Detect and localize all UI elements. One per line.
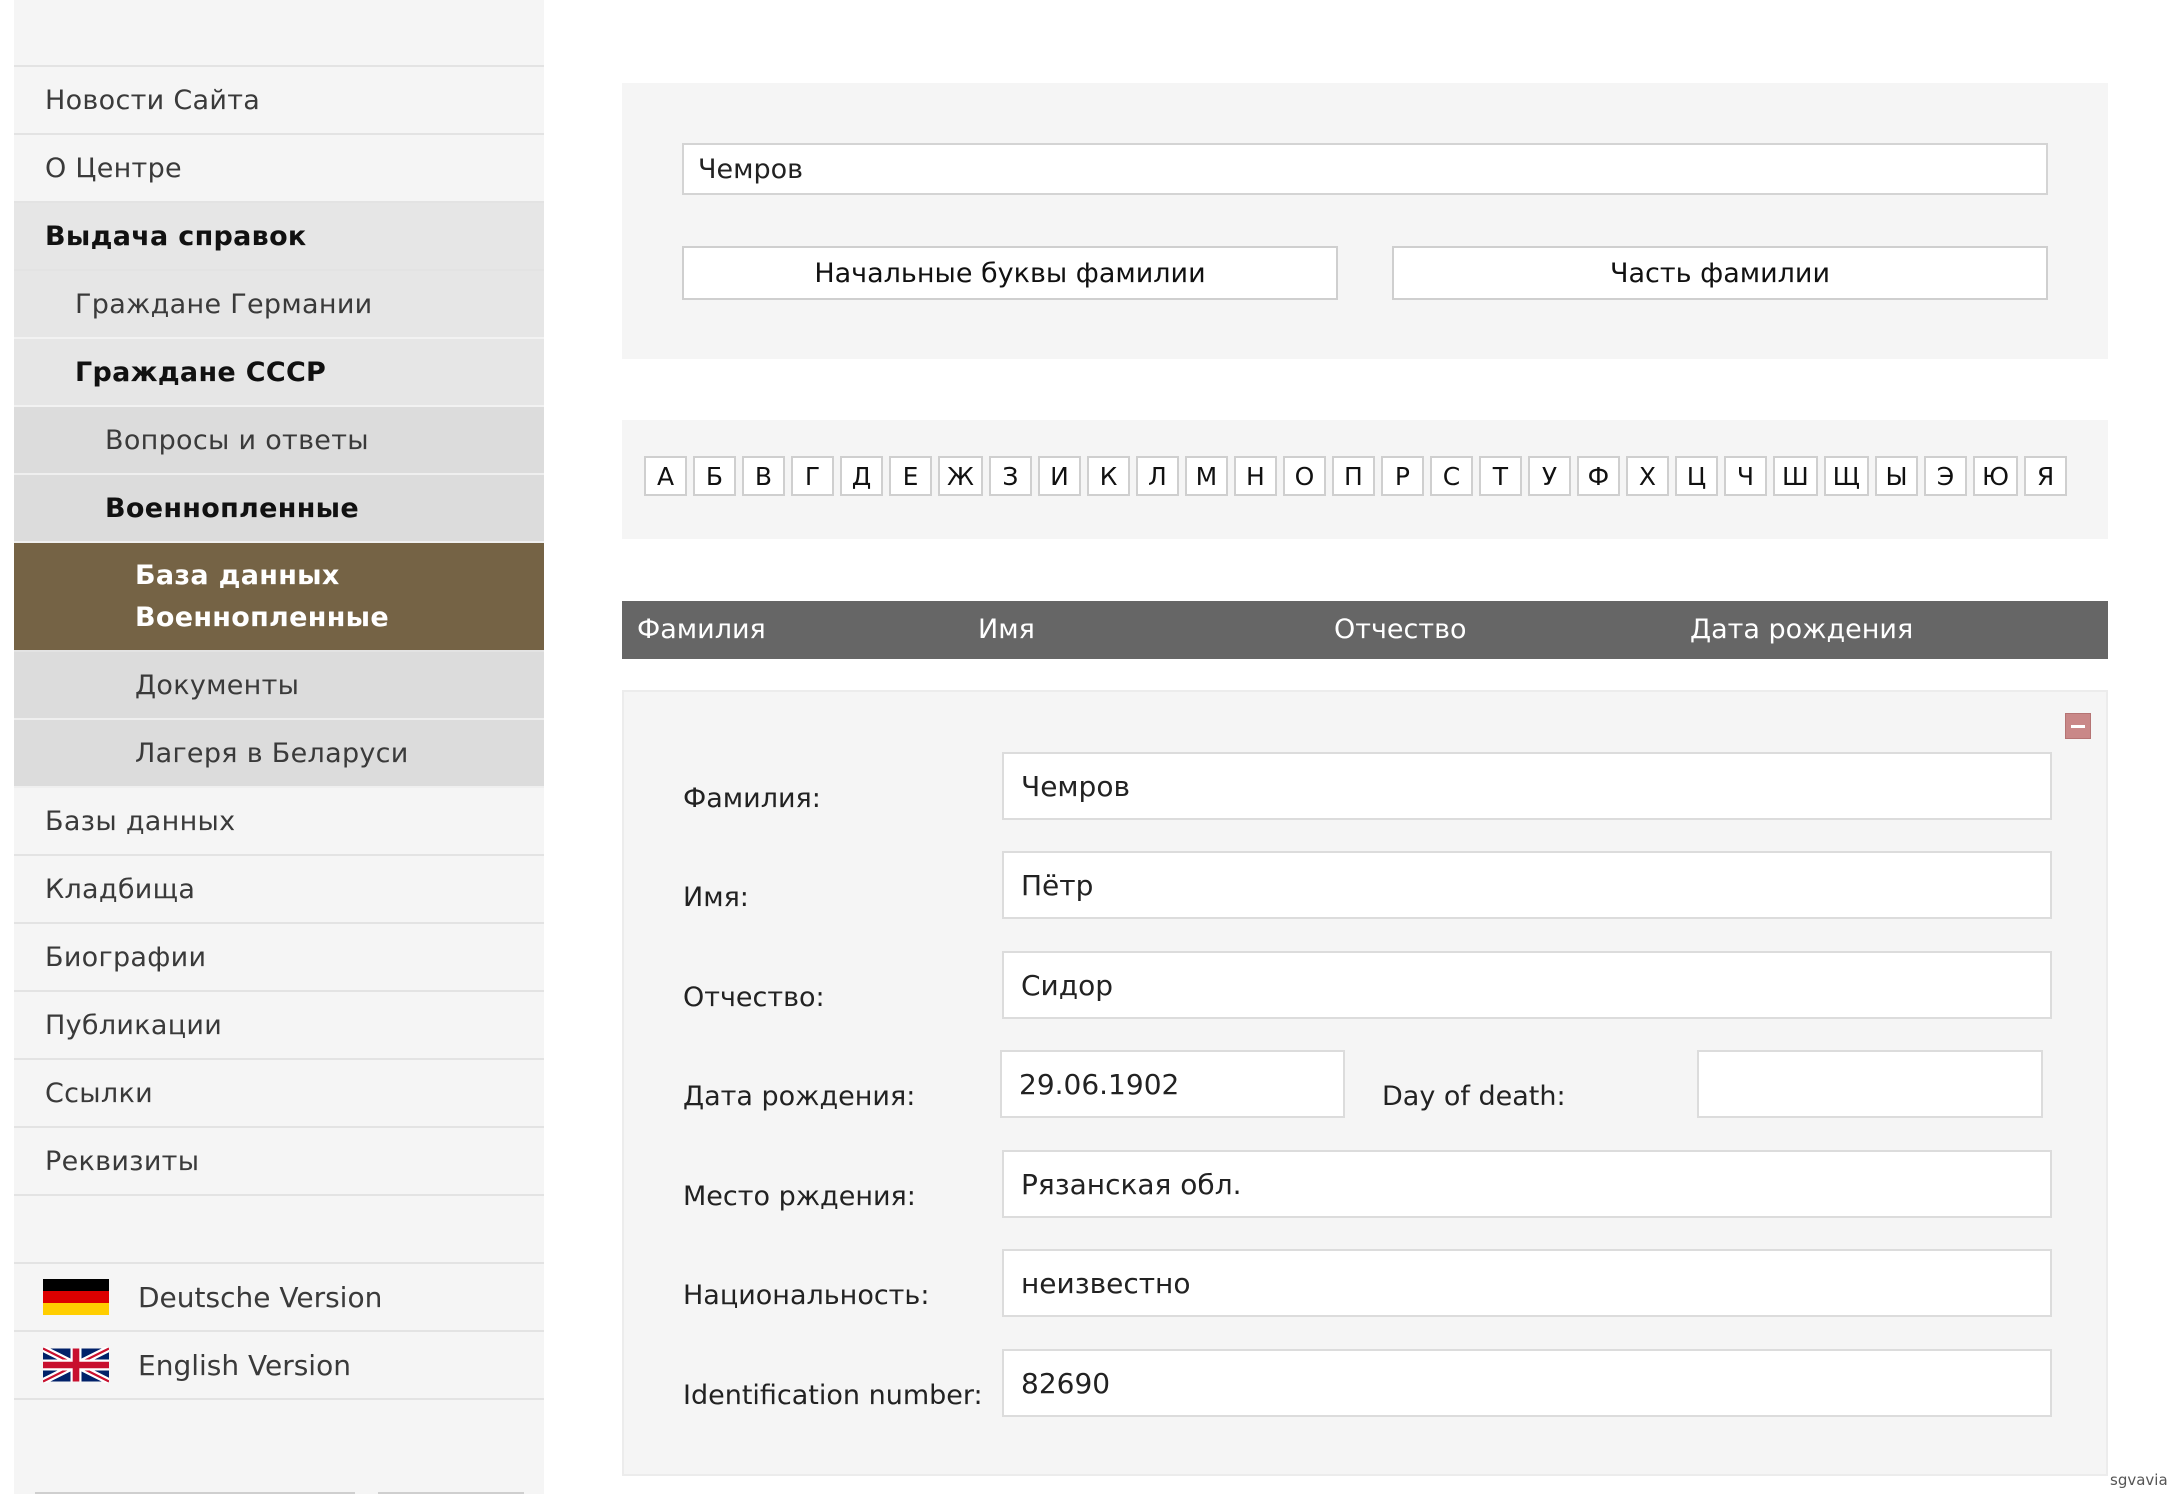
- alphabet-letter-button[interactable]: З: [989, 456, 1032, 496]
- column-header-name[interactable]: Имя: [978, 614, 1035, 645]
- name-field: Пётр: [1002, 851, 2052, 919]
- sidebar-item-label: Ссылки: [45, 1077, 153, 1109]
- sidebar-item-label: База данных Военнопленные: [135, 559, 389, 633]
- sidebar-item-certificates[interactable]: [14, 203, 544, 271]
- sidebar-spacer: [14, 1196, 544, 1264]
- sidebar-item-databases[interactable]: [14, 788, 544, 856]
- alphabet-letter-button[interactable]: В: [742, 456, 785, 496]
- alphabet-panel: [622, 420, 2108, 539]
- death-date-field: [1697, 1050, 2043, 1118]
- alphabet-letter-button[interactable]: Ж: [938, 456, 983, 496]
- alphabet-letter-button[interactable]: И: [1038, 456, 1081, 496]
- sidebar-item-biographies[interactable]: [14, 924, 544, 992]
- alphabet-letter-button[interactable]: Д: [840, 456, 883, 496]
- surname-search-input[interactable]: [682, 143, 2048, 195]
- alphabet-letter-button[interactable]: Е: [889, 456, 932, 496]
- sidebar-item-label: О Центре: [45, 152, 182, 184]
- sidebar-item-label: Военнопленные: [105, 492, 359, 524]
- surname-field: Чемров: [1002, 752, 2052, 820]
- alphabet-letter-button[interactable]: К: [1087, 456, 1130, 496]
- sidebar-item-camps-belarus[interactable]: [14, 720, 544, 788]
- sidebar-item-label: Новости Сайта: [45, 84, 261, 116]
- surname-label: Фамилия:: [683, 783, 821, 814]
- sidebar-item-label: Лагеря в Беларуси: [135, 737, 409, 769]
- sidebar-item-pows[interactable]: [14, 475, 544, 543]
- death-date-label: Day of death:: [1382, 1081, 1566, 1112]
- sidebar-top-gap: [14, 0, 544, 67]
- column-header-birthdate[interactable]: Дата рождения: [1690, 614, 1914, 645]
- sidebar-nav: [14, 0, 544, 1494]
- sidebar-item-label: Базы данных: [45, 805, 236, 837]
- search-panel: [622, 83, 2108, 359]
- alphabet-letter-button[interactable]: Щ: [1824, 456, 1869, 496]
- watermark-text: sgvavia: [2110, 1471, 2168, 1489]
- alphabet-letter-button[interactable]: У: [1528, 456, 1571, 496]
- alphabet-row: [644, 456, 2073, 496]
- alphabet-letter-button[interactable]: М: [1185, 456, 1228, 496]
- alphabet-letter-button[interactable]: А: [644, 456, 687, 496]
- language-link-english[interactable]: [14, 1332, 544, 1400]
- alphabet-letter-button[interactable]: Ы: [1875, 456, 1918, 496]
- sidebar-item-publications[interactable]: [14, 992, 544, 1060]
- alphabet-letter-button[interactable]: Н: [1234, 456, 1277, 496]
- sidebar-item-label: Граждане СССР: [75, 356, 327, 388]
- sidebar-item-requisites[interactable]: [14, 1128, 544, 1196]
- results-table-header: [622, 601, 2108, 659]
- language-label: Deutsche Version: [138, 1280, 383, 1314]
- alphabet-letter-button[interactable]: П: [1332, 456, 1375, 496]
- birthdate-label: Дата рождения:: [683, 1081, 916, 1112]
- sidebar-item-faq[interactable]: [14, 407, 544, 475]
- alphabet-letter-button[interactable]: Т: [1479, 456, 1522, 496]
- alphabet-letter-button[interactable]: С: [1430, 456, 1473, 496]
- sidebar-item-label: Реквизиты: [45, 1145, 200, 1177]
- alphabet-letter-button[interactable]: Ч: [1724, 456, 1767, 496]
- collapse-icon[interactable]: [2065, 713, 2091, 739]
- german-flag-icon: [43, 1279, 109, 1315]
- sidebar-item-cemeteries[interactable]: [14, 856, 544, 924]
- alphabet-letter-button[interactable]: Г: [791, 456, 834, 496]
- language-label: English Version: [138, 1348, 351, 1382]
- column-header-surname[interactable]: Фамилия: [637, 614, 766, 645]
- alphabet-letter-button[interactable]: Я: [2024, 456, 2067, 496]
- sidebar-item-news[interactable]: [14, 67, 544, 135]
- column-header-patronymic[interactable]: Отчество: [1334, 614, 1467, 645]
- patronymic-field: Сидор: [1002, 951, 2052, 1019]
- alphabet-letter-button[interactable]: Х: [1626, 456, 1669, 496]
- alphabet-letter-button[interactable]: Ц: [1675, 456, 1718, 496]
- alphabet-letter-button[interactable]: Б: [693, 456, 736, 496]
- sidebar-item-label: Документы: [135, 669, 300, 701]
- sidebar-item-label: Вопросы и ответы: [105, 424, 369, 456]
- id-number-field: 82690: [1002, 1349, 2052, 1417]
- sidebar-item-pow-database[interactable]: [14, 543, 544, 652]
- nationality-label: Национальность:: [683, 1280, 930, 1311]
- alphabet-letter-button[interactable]: Л: [1136, 456, 1179, 496]
- sidebar-item-documents[interactable]: [14, 652, 544, 720]
- patronymic-label: Отчество:: [683, 982, 825, 1013]
- search-prefix-button[interactable]: Начальные буквы фамилии: [682, 246, 1338, 300]
- record-detail-panel: [622, 690, 2108, 1476]
- sidebar-item-ussr-citizens[interactable]: [14, 339, 544, 407]
- sidebar-item-label: Граждане Германии: [75, 288, 373, 320]
- search-part-button[interactable]: Часть фамилии: [1392, 246, 2048, 300]
- birthplace-field: Рязанская обл.: [1002, 1150, 2052, 1218]
- alphabet-letter-button[interactable]: Ш: [1773, 456, 1818, 496]
- nationality-field: неизвестно: [1002, 1249, 2052, 1317]
- alphabet-letter-button[interactable]: Р: [1381, 456, 1424, 496]
- uk-flag-icon: [43, 1347, 109, 1383]
- sidebar-item-about[interactable]: [14, 135, 544, 203]
- alphabet-letter-button[interactable]: О: [1283, 456, 1326, 496]
- sidebar-item-links[interactable]: [14, 1060, 544, 1128]
- id-number-label: Identification number:: [683, 1380, 983, 1411]
- name-label: Имя:: [683, 882, 749, 913]
- sidebar-item-label: Биографии: [45, 941, 207, 973]
- sidebar-item-label: Кладбища: [45, 873, 196, 905]
- alphabet-letter-button[interactable]: Э: [1924, 456, 1967, 496]
- birthdate-field: 29.06.1902: [1000, 1050, 1345, 1118]
- birthplace-label: Место рждения:: [683, 1181, 916, 1212]
- alphabet-letter-button[interactable]: Ю: [1973, 456, 2018, 496]
- alphabet-letter-button[interactable]: Ф: [1577, 456, 1620, 496]
- sidebar-item-label: Публикации: [45, 1009, 223, 1041]
- language-link-german[interactable]: [14, 1264, 544, 1332]
- sidebar-item-german-citizens[interactable]: [14, 271, 544, 339]
- sidebar-item-label: Выдача справок: [45, 220, 307, 252]
